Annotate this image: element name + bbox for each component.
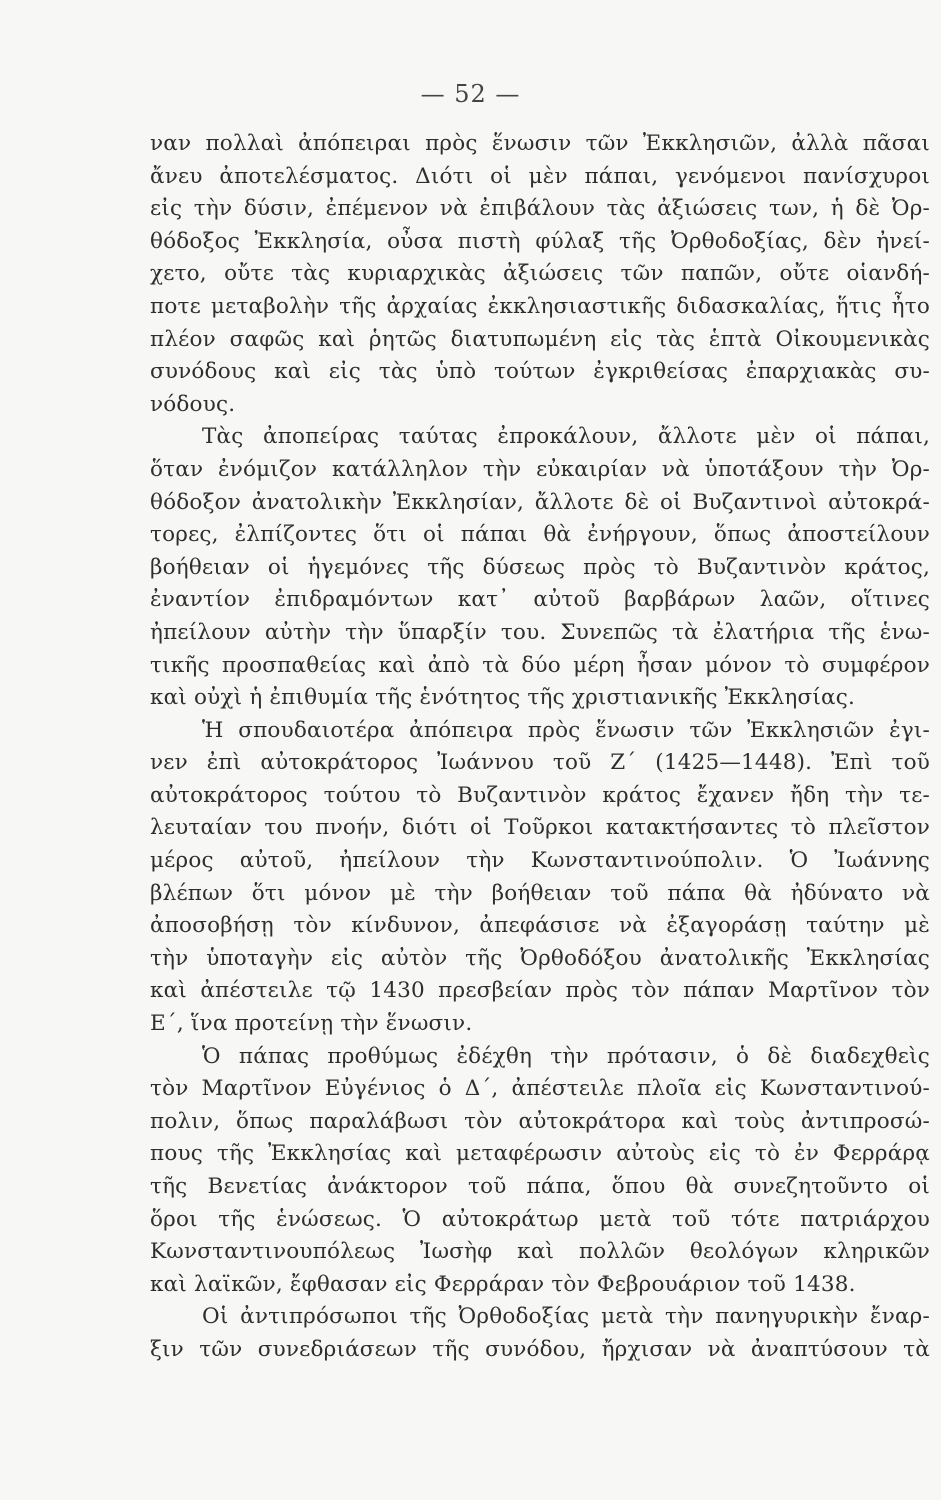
text-line: πλέον σαφῶς καὶ ῥητῶς διατυπωμένη εἰς τὰς ἑπτὰ Οἰκουμενικὰς <box>150 326 930 352</box>
page-number: — 52 — <box>420 80 521 108</box>
text-line: ὅταν ἐνόμιζον κατάλληλον τὴν εὐκαιρίαν νὰ ὑποτάξουν τὴν Ὀρ- <box>150 456 930 482</box>
text-line: Οἱ ἀντιπρόσωποι τῆς Ὀρθοδοξίας μετὰ τὴν πανηγυρικὴν ἔναρ- <box>202 1304 930 1330</box>
text-line: ἠπείλουν αὐτὴν τὴν ὕπαρξίν του. Συνεπῶς τὰ ἐλατήρια τῆς ἑνω- <box>150 619 930 645</box>
text-line: καὶ λαϊκῶν, ἔφθασαν εἰς Φερράραν τὸν Φεβρουάριον τοῦ 1438. <box>150 1271 856 1297</box>
text-line: Κωνσταντινουπόλεως Ἰωσὴφ καὶ πολλῶν θεολόγων κληρικῶν <box>150 1239 930 1265</box>
text-line: ἀποσοβήσῃ τὸν κίνδυνον, ἀπεφάσισε νὰ ἐξαγοράσῃ ταύτην μὲ <box>150 913 930 939</box>
text-line: ναν πολλαὶ ἀπόπειραι πρὸς ἕνωσιν τῶν Ἐκκλησιῶν, ἀλλὰ πᾶσαι <box>150 131 930 156</box>
text-line: πολιν, ὅπως παραλάβωσι τὸν αὐτοκράτορα καὶ τοὺς ἀντιπροσώ- <box>150 1108 930 1134</box>
text-line: Τὰς ἀποπείρας ταύτας ἐπροκάλουν, ἄλλοτε μὲν οἱ πάπαι, <box>202 424 930 450</box>
text-line: αὐτοκράτορος τούτου τὸ Βυζαντινὸν κράτος ἔχανεν ἤδη τὴν τε- <box>150 782 930 808</box>
text-line: τὸν Μαρτῖνον Εὐγένιος ὁ Δ΄, ἀπέστειλε πλοῖα εἰς Κωνσταντινού- <box>150 1076 930 1102</box>
text-line: καὶ ἀπέστειλε τῷ 1430 πρεσβείαν πρὸς τὸν πάπαν Μαρτῖνον τὸν <box>150 978 930 1004</box>
text-line: βλέπων ὅτι μόνον μὲ τὴν βοήθειαν τοῦ πάπα θὰ ἠδύνατο νὰ <box>150 880 930 906</box>
text-line: τικῆς προσπαθείας καὶ ἀπὸ τὰ δύο μέρη ἦσαν μόνον τὸ συμφέρον <box>150 652 930 678</box>
text-line: νεν ἐπὶ αὐτοκράτορος Ἰωάννου τοῦ Ζ΄ (1425—1448). Ἐπὶ τοῦ <box>150 750 930 776</box>
text-line: εἰς τὴν δύσιν, ἐπέμενον νὰ ἐπιβάλουν τὰς ἀξιώσεις των, ἡ δὲ Ὀρ- <box>150 196 930 222</box>
text-line: συνόδους καὶ εἰς τὰς ὑπὸ τούτων ἐγκριθείσας ἐπαρχιακὰς συ- <box>150 359 930 385</box>
text-line: ὅροι τῆς ἑνώσεως. Ὁ αὐτοκράτωρ μετὰ τοῦ τότε πατριάρχου <box>150 1206 930 1232</box>
text-line: βοήθειαν οἱ ἡγεμόνες τῆς δύσεως πρὸς τὸ Βυζαντινὸν κράτος, <box>150 554 930 580</box>
text-line: καὶ οὐχὶ ἡ ἐπιθυμία τῆς ἑνότητος τῆς χριστιανικῆς Ἐκκλησίας. <box>150 685 855 711</box>
text-line: τὴν ὑποταγὴν εἰς αὐτὸν τῆς Ὀρθοδόξου ἀνατολικῆς Ἐκκλησίας <box>150 945 930 971</box>
text-line: πους τῆς Ἐκκλησίας καὶ μεταφέρωσιν αὐτοὺς εἰς τὸ ἐν Φερράρᾳ <box>150 1141 930 1167</box>
text-line: νόδους. <box>150 391 236 417</box>
text-line: ἄνευ ἀποτελέσματος. Διότι οἱ μὲν πάπαι, γενόμενοι πανίσχυροι <box>150 163 930 189</box>
text-line: ἐναντίον ἐπιδραμόντων κατ᾿ αὐτοῦ βαρβάρων λαῶν, οἵτινες <box>150 587 930 613</box>
text-line: λευταίαν του πνοήν, διότι οἱ Τοῦρκοι κατακτήσαντες τὸ πλεῖστον <box>150 815 930 841</box>
text-line: τῆς Βενετίας ἀνάκτορον τοῦ πάπα, ὅπου θὰ συνεζητοῦντο οἱ <box>150 1174 930 1199</box>
text-line: Ὁ πάπας προθύμως ἐδέχθη τὴν πρότασιν, ὁ δὲ διαδεχθεὶς <box>202 1043 930 1069</box>
text-line: μέρος αὐτοῦ, ἠπείλουν τὴν Κωνσταντινούπολιν. Ὁ Ἰωάννης <box>150 848 930 874</box>
text-line: χετο, οὔτε τὰς κυριαρχικὰς ἀξιώσεις τῶν παπῶν, οὔτε οἱανδή- <box>150 261 930 287</box>
text-line: Ε΄, ἵνα προτείνῃ τὴν ἕνωσιν. <box>150 1011 473 1037</box>
text-line: τορες, ἐλπίζοντες ὅτι οἱ πάπαι θὰ ἐνήργουν, ὅπως ἀποστείλουν <box>150 522 930 548</box>
text-line: θόδοξος Ἐκκλησία, οὖσα πιστὴ φύλαξ τῆς Ὀρθοδοξίας, δὲν ἠνεί- <box>150 228 930 254</box>
text-line: Ἡ σπουδαιοτέρα ἀπόπειρα πρὸς ἕνωσιν τῶν Ἐκκλησιῶν ἐγι- <box>202 717 930 743</box>
text-line: ποτε μεταβολὴν τῆς ἀρχαίας ἐκκλησιαστικῆς διδασκαλίας, ἥτις ἦτο <box>150 293 930 319</box>
text-line: θόδοξον ἀνατολικὴν Ἐκκλησίαν, ἄλλοτε δὲ οἱ Βυζαντινοὶ αὐτοκρά- <box>150 489 930 515</box>
text-line: ξιν τῶν συνεδριάσεων τῆς συνόδου, ἤρχισαν νὰ ἀναπτύσουν τὰ <box>150 1336 930 1362</box>
body-text <box>150 128 930 1367</box>
